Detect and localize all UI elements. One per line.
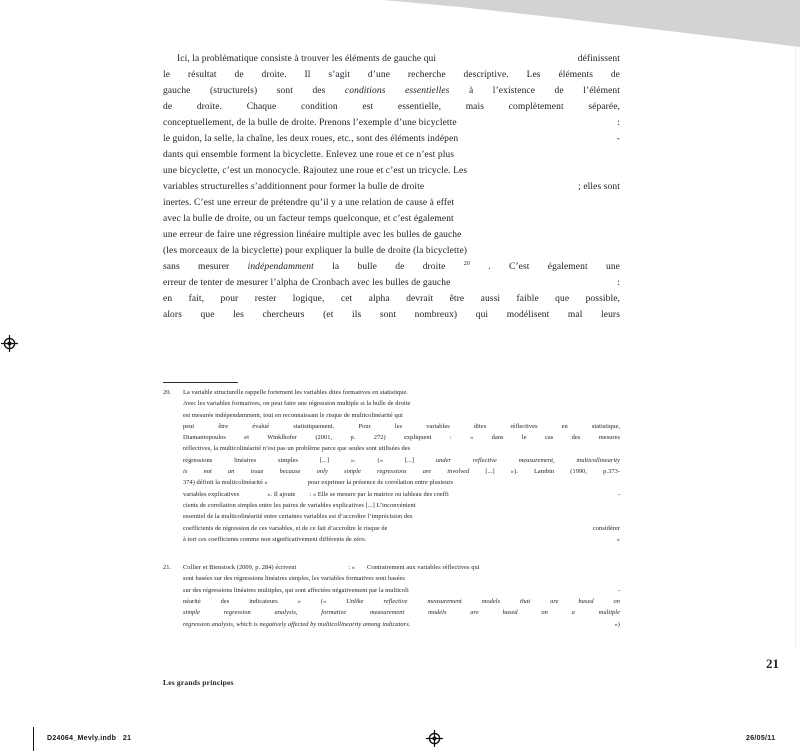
line-tail: ») (614, 620, 620, 628)
page-edge-line (795, 47, 796, 647)
text-line (183, 477, 620, 488)
text-line (183, 421, 620, 432)
registration-mark-icon (1, 335, 18, 352)
text-line (163, 227, 620, 243)
text-line (163, 195, 620, 211)
text-segment: Collier et Bienstock (2009, p. 284) écrivent (183, 564, 297, 572)
text-line (163, 147, 620, 163)
line-tail: considérer (592, 524, 620, 532)
text-line (183, 489, 620, 500)
spacing-gap (295, 495, 309, 496)
text-segment: conceptuellement, de la bulle de droite. Prenons l’exemple d’une bicyclette (163, 118, 457, 128)
text-segment: peut être évalué statistiquement. Pour les variables dites réflectives en statistique, (183, 422, 620, 430)
footnote (163, 387, 620, 545)
text-segment: variables structurelles s’additionnent pour former la bulle de droite (163, 182, 425, 192)
text-line (183, 607, 620, 618)
text-segment: sont basées sur des régressions linéaires simples, les variables formatives sont basées (183, 575, 405, 583)
text-line (183, 500, 620, 511)
text-line (163, 307, 620, 323)
text-line (163, 179, 620, 195)
text-segment: (les morceaux de la bicyclette) pour expliquer la bulle de droite (la bicyclette) (163, 246, 468, 256)
text-segment: à tort ces coefficients comme non significativement différents de zéro. (183, 535, 367, 543)
text-line (163, 275, 620, 291)
text-segment: réflectives, la multicolinéarité n’est pas un problème parce que seules sont utilisées des (183, 445, 411, 453)
line-tail: ; elles sont (578, 182, 620, 192)
spacing-gap (268, 483, 308, 484)
text-segment: néarité des indicateurs » (« (183, 598, 347, 606)
text-segment: Ici, la problématique consiste à trouver les éléments de gauche qui (177, 54, 437, 64)
text-segment: Contrairement aux variables réflectives qui (367, 564, 480, 572)
text-line (163, 67, 620, 83)
text-line (183, 455, 620, 466)
crop-mark-line (33, 727, 34, 751)
footer-title: Les grands principes (163, 678, 234, 687)
text-line (163, 243, 620, 259)
main-paragraph (163, 51, 620, 323)
footnote-ref: 20 (463, 261, 470, 267)
text-segment: à l’existence de l’élément (449, 86, 620, 96)
text-segment: est mesurée indépendamment, tout en reconnaissant le risque de multicolinéarité qui (183, 411, 403, 419)
text-segment: sans mesurer (163, 262, 248, 272)
text-segment: simple regression analysis, formative measurement models are based on a multiple (183, 609, 620, 617)
text-segment: is not an issue because only simple regressions are involved (183, 468, 470, 476)
footnotes (163, 387, 620, 630)
text-segment: Avec les variables formatives, on peut faire une régression multiple si la bulle de droite (183, 400, 411, 408)
text-segment: La variable structurelle rappelle fortement les variables dites formatives en statistique. (183, 389, 409, 396)
text-segment: under reflective measurement, multicollinearity (435, 456, 620, 464)
text-segment: dants qui ensemble forment la bicyclette. Enlevez une roue et ce n’est plus (163, 150, 455, 160)
footnote-number: 21. (163, 564, 171, 572)
text-line (183, 573, 620, 584)
registration-mark-icon (426, 730, 443, 747)
text-segment: une bicyclette, c’est un monocycle. Rajoutez une roue et c’est un tricycle. Les (163, 166, 468, 176)
page-number: 21 (766, 656, 779, 671)
text-segment: régressions linéaires simples [...] ». (« [...] (183, 456, 436, 464)
footnote-number: 20. (163, 389, 171, 396)
text-line (163, 83, 620, 99)
spacing-gap (355, 568, 367, 569)
text-line (183, 585, 620, 596)
text-segment: erreur de tenter de mesurer l’alpha de Cronbach avec les bulles de gauche (163, 278, 451, 288)
cover-wedge (0, 0, 800, 50)
text-line (163, 131, 620, 147)
text-segment: Diamantopoulos et Winklhofer (2001, p. 272) expliquent : « dans le cas des mesures (183, 434, 620, 442)
text-line (163, 291, 620, 307)
line-tail: définissent (577, 54, 620, 64)
spacing-gap (296, 568, 348, 569)
text-segment: ». Il ajoute (267, 490, 296, 498)
text-line (163, 115, 620, 131)
text-line (163, 163, 620, 179)
line-tail: - (617, 490, 620, 498)
text-line (163, 259, 620, 275)
line-tail: - (616, 134, 620, 144)
text-line (183, 534, 620, 545)
text-segment: cients de corrélation simples entre les paires de variables explicatives [...] L’inconvénient (183, 501, 416, 509)
text-segment: Unlike reflective measurement models that are based on (346, 598, 620, 606)
text-line (163, 99, 620, 115)
line-tail: : (617, 118, 620, 128)
text-line (183, 432, 620, 443)
footnote-rule (163, 382, 238, 383)
text-segment: 374) définit la multicolinéarité « (183, 479, 268, 487)
text-segment: sur des régressions linéaires multiples, qui sont affectées négativement par la multicoli (183, 586, 409, 594)
line-tail: 373- (608, 468, 620, 476)
text-segment: regression analysis, which is negatively affected by multicollinearity among indicators. (183, 620, 411, 628)
text-segment: une erreur de faire une régression linéaire multiple avec les bulles de gauche (163, 230, 462, 240)
text-line (183, 619, 620, 630)
text-segment: de droite. Chaque condition est essentielle, mais complètement séparée, (163, 102, 620, 112)
text-segment: gauche (structurels) sont des (163, 86, 345, 96)
text-segment: le résultat de droite. Il s’agit d’une recherche descriptive. Les éléments de (163, 70, 620, 80)
line-tail: - (617, 586, 620, 594)
text-line (183, 410, 620, 421)
spacing-gap (239, 495, 267, 496)
text-segment: conditions essentielles (344, 86, 450, 96)
text-line (183, 398, 620, 409)
text-segment: : « Elle se mesure par la matrice ou tableau des coeffi (309, 490, 449, 498)
text-segment: avec la bulle de droite, ou un facteur temps quelconque, et c’est également (163, 214, 454, 224)
footnote (163, 562, 620, 630)
text-segment: [...] »). Lambin (1990, p. (469, 468, 609, 476)
text-line (183, 523, 620, 534)
text-segment: alors que les chercheurs (et ils sont nombreux) qui modélisent mal leurs (163, 310, 620, 320)
text-segment: : « (348, 564, 356, 572)
text-line (183, 511, 620, 522)
text-line (183, 387, 620, 398)
text-line (163, 211, 620, 227)
text-segment: inertes. C’est une erreur de prétendre qu’il y a une relation de cause à effet (163, 198, 455, 208)
text-segment: pour exprimer la présence de corrélation entre plusieurs (307, 479, 454, 487)
text-segment: la bulle de droite (313, 262, 464, 272)
text-segment: en fait, pour rester logique, cet alpha devrait être aussi faible que possible, (163, 294, 620, 304)
text-line (163, 51, 620, 67)
line-tail: : (617, 278, 620, 288)
text-line (183, 443, 620, 454)
text-segment: le guidon, la selle, la chaîne, les deux roues, etc., sont des éléments indépen (163, 134, 459, 144)
text-segment: coefficients de régression de ces variables, et de ce fait d’accroître le risque de (183, 524, 388, 532)
text-line (183, 466, 620, 477)
text-segment: essentiel de la multicolinéarité entre certaines variables est d’accroître l’imprécision des (183, 513, 413, 521)
text-segment: . C’est également une (469, 262, 620, 272)
text-line (183, 596, 620, 607)
line-tail: » (616, 535, 620, 543)
text-segment: variables explicatives (183, 490, 240, 498)
text-segment: indépendamment (247, 262, 314, 272)
text-line (183, 562, 620, 573)
statusbar-date: 26/05/11 (746, 735, 776, 742)
statusbar-filename: D24064_Mevly.indb 21 (47, 735, 132, 742)
